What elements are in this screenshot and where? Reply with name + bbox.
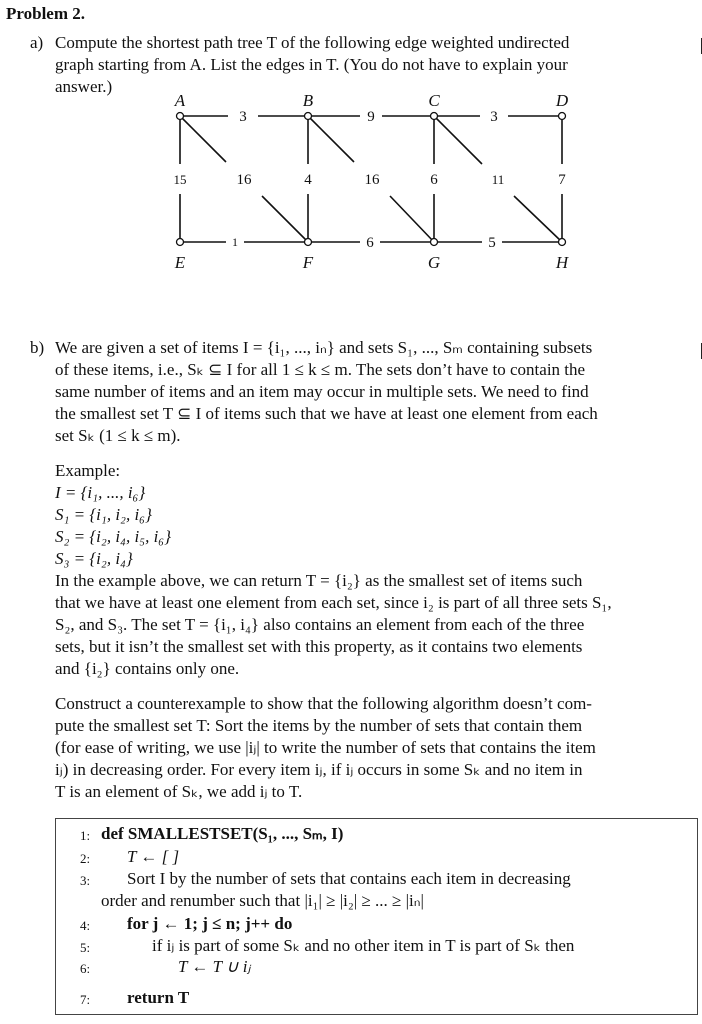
node-label-b: B [302,91,314,110]
graph-diagram [0,86,702,286]
algo-line-number-1: 1: [80,828,91,843]
example-line-2: S₁ = {i₁, i₂, i₆} [55,505,152,524]
algo-line-7: return T [127,988,190,1007]
example-block [55,460,695,570]
node-h [559,239,566,246]
part-b-p1-line-3: same number of items and an item may occur in multiple sets. We need to find [55,382,589,401]
part-b-p1-line-1: We are given a set of items I = {i₁, ..., iₙ} and sets S₁, ..., Sₘ containing subsets [55,338,593,357]
node-label-f: F [302,253,314,272]
weight-a-e: 15 [173,172,187,187]
example-label: Example: [55,461,121,480]
edge-b-g-top [308,116,354,162]
node-label-a: A [174,91,186,110]
edge-c-h-top [434,116,482,164]
weight-d-h: 7 [558,172,566,188]
algo-line-4: for j ← 1; j ≤ n; j++ do [127,914,293,933]
part-b-para-1 [55,337,695,447]
part-b-p2-line-3: S₂, and S₃. The set T = {i₁, i₄} also contains an element from each of the three [55,615,585,634]
part-b-label: b) [30,338,45,357]
algo-line-1: def SMALLESTSET(S₁, ..., Sₘ, I) [101,824,344,843]
edge-a-f-bottom [262,196,308,242]
weight-c-d: 3 [490,109,498,125]
part-b-para-3 [55,693,695,803]
node-label-g: G [427,253,441,272]
example-line-3: S₂ = {i₂, i₄, i₅, i₆} [55,527,172,546]
part-b-p1-line-2: of these items, i.e., Sₖ ⊆ I for all 1 ≤ k ≤ m. The sets don’t have to contain the [55,360,586,379]
node-label-c: C [428,91,440,110]
part-b-p3-line-1: Construct a counterexample to show that the following algorithm doesn’t com- [55,694,592,713]
problem-title: Problem 2. [6,4,86,23]
part-b-p2-line-2: that we have at least one element from each set, since i₂ is part of all three sets S₁, [55,593,612,612]
weight-a-f: 16 [236,172,252,188]
edge-b-g-bottom [390,196,434,242]
part-b-p3-line-3: (for ease of writing, we use |iⱼ| to write the number of sets that contains the item [55,738,596,757]
algo-line-2: T ← [ ] [127,847,180,866]
part-a-label: a) [30,33,44,52]
example-line-4: S₃ = {i₂, i₄} [55,549,133,568]
weight-b-f: 4 [304,172,312,188]
edge-a-f-top [180,116,226,162]
weight-c-g: 6 [430,172,438,188]
weight-f-g: 6 [366,235,374,251]
part-a-line-1: Compute the shortest path tree T of the following edge weighted undirected [55,33,570,52]
algo-line-number-4: 4: [80,918,91,933]
algo-line-number-3: 3: [80,873,91,888]
node-e [177,239,184,246]
weight-b-c: 9 [367,109,375,125]
weight-a-b: 3 [239,109,247,125]
algo-line-3-cont: order and renumber such that |i₁| ≥ |i₂| ≥ ... ≥ |iₙ| [101,891,424,910]
weight-g-h: 5 [488,235,496,251]
weight-c-h: 11 [491,172,505,187]
node-a [177,113,184,120]
node-g [431,239,438,246]
node-b [305,113,312,120]
algo-line-number-2: 2: [80,851,91,866]
algo-line-number-6: 6: [80,961,91,976]
part-b-p1-line-4: the smallest set T ⊆ I of items such that we have at least one element from each [55,404,598,423]
part-a-line-3: answer.) [55,77,113,96]
part-a-line-2: graph starting from A. List the edges in T. (You do not have to explain your [55,55,568,74]
node-f [305,239,312,246]
node-c [431,113,438,120]
weight-e-f: 1 [232,235,238,249]
example-line-1: I = {i₁, ..., i₆} [55,483,146,502]
node-label-h: H [555,253,569,272]
algo-line-6: T ← T ∪ iⱼ [178,957,251,976]
algo-line-number-7: 7: [80,992,91,1007]
node-label-d: D [555,91,569,110]
node-d [559,113,566,120]
part-b-p2-line-4: sets, but it isn’t the smallest set with this property, as it contains two elements [55,637,583,656]
part-b-para-2 [55,570,695,680]
algo-line-5: if iⱼ is part of some Sₖ and no other item in T is part of Sₖ then [152,936,575,955]
algorithm-box [55,818,698,1015]
node-label-e: E [174,253,186,272]
edge-c-h-bottom [514,196,562,242]
part-b-p3-line-5: T is an element of Sₖ, we add iⱼ to T. [55,782,303,801]
part-b-p1-line-5: set Sₖ (1 ≤ k ≤ m). [55,426,181,445]
part-b-p3-line-2: pute the smallest set T: Sort the items by the number of sets that contain them [55,716,583,735]
algo-line-number-5: 5: [80,940,91,955]
part-b-p2-line-1: In the example above, we can return T = {i₂} as the smallest set of items such [55,571,583,590]
weight-b-g: 16 [364,172,380,188]
part-b-p3-line-4: iⱼ) in decreasing order. For every item iⱼ, if iⱼ occurs in some Sₖ and no item in [55,760,583,779]
part-b-p2-line-5: and {i₂} contains only one. [55,659,240,678]
algo-line-3: Sort I by the number of sets that contains each item in decreasing [127,869,571,888]
